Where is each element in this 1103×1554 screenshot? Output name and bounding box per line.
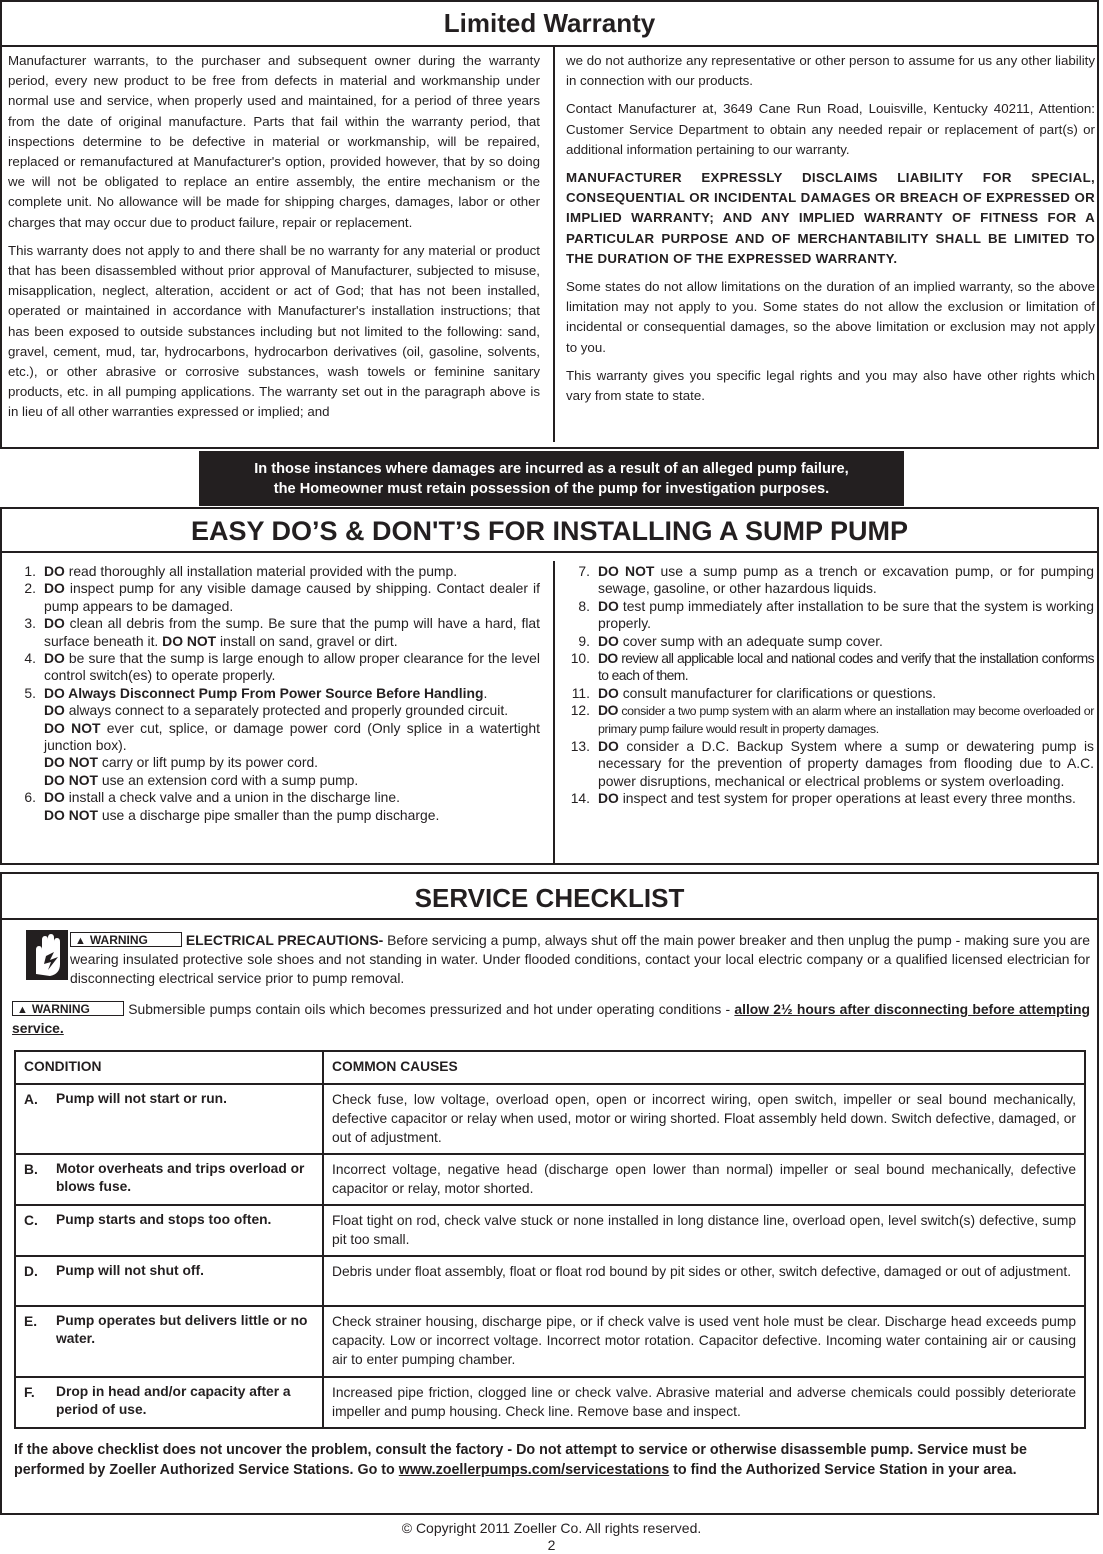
- list-item: 14. DO inspect and test system for proper operations at least every three months.: [570, 790, 1076, 807]
- warning-badge: ▲ WARNING: [12, 1001, 124, 1016]
- list-item: 9. DO cover sump with an adequate sump cover.: [578, 632, 883, 649]
- service-checklist-section: [0, 872, 1099, 1515]
- dos-right-column: [562, 563, 1094, 808]
- list-item: 2. DO inspect pump for any visible damage caused by shipping. Contact dealer if pump appears to be damaged.: [24, 580, 540, 614]
- warning-badge: ▲ WARNING: [70, 932, 182, 947]
- service-checklist-title: SERVICE CHECKLIST: [2, 874, 1097, 920]
- warranty-paragraph: we do not authorize any representative or other person to assume for us any other liability in connection with our products.: [566, 53, 1095, 89]
- table-row: E. Pump operates but delivers little or no water. Check strainer housing, discharge pipe, or if check valve is used vent hole must be clear. Discharge head exceeds pump capacity. Low or incorrect voltage. Incorrect motor rotation. Capacitor defective. Incoming water containing air or causing air to enter pumping chamber.: [15, 1306, 1085, 1377]
- disclaimer-paragraph: MANUFACTURER EXPRESSLY DISCLAIMS LIABILITY FOR SPECIAL, CONSEQUENTIAL OR INCIDENTAL DAMAGES OR BREACH OF EXPRESSED OR IMPLIED WARRANTY; AND ANY IMPLIED WARRANTY OF FITNESS FOR A PARTICULAR PURPOSE AND OF MERCHANTABILITY SHALL BE LIMITED TO THE DURATION OF THE EXPRESSED WARRANTY.: [566, 170, 1095, 266]
- page-number: 2: [547, 1537, 556, 1553]
- warranty-paragraph: Some states do not allow limitations on the duration of an implied warranty, so the above limitation may not apply to you. Some states do not allow the exclusion or limitation of incidental or consequential damages, so the above limitation or exclusion may not apply to you.: [566, 279, 1095, 355]
- pump-retention-notice: [199, 451, 904, 506]
- notice-line: the Homeowner must retain possession of the pump for investigation purposes.: [273, 481, 830, 497]
- warranty-paragraph: This warranty does not apply to and there shall be no warranty for any material or product that has been disassembled without prior approval of Manufacturer, subjected to misuse, misapplication, neglect, alteration, accident or act of God; that has not been installed, operated or maintained in accordance with Manufacturer's installation instructions; that has been exposed to outside substances including but not limited to the following: sand, gravel, cement, mud, tar, hydrocarbons, hydrocarbon derivatives (oil, gasoline, solvents, etc.), or other abrasive or corrosive substances, wash towels or feminine sanitary products, etc. in all pumping applications. The warranty set out in the paragraph above is in lieu of all other warranties expressed or implied; and: [8, 242, 540, 420]
- table-header-row: [15, 1051, 1085, 1084]
- condition-header: CONDITION: [15, 1051, 323, 1084]
- notice-line: In those instances where damages are incurred as a result of an alleged pump failure,: [254, 461, 849, 477]
- dos-left-column: [8, 563, 540, 824]
- service-stations-link[interactable]: www.zoellerpumps.com/servicestations: [398, 1462, 670, 1478]
- list-item: 12. DO consider a two pump system with an alarm where an installation may become overloaded or primary pump failure would result in property damages.: [570, 702, 1094, 736]
- electrical-precautions: ▲ WARNING ELECTRICAL PRECAUTIONS- Before servicing a pump, always shut off the main power breaker and then unplug the pump - making sure you are wearing insulated protective sole shoes and not standing in water. Under flooded conditions, contact your local electric company or a qualified licensed electrician for disconnecting electrical service prior to pump removal.: [70, 932, 1091, 986]
- list-item: 7. DO NOT use a sump pump as a trench or excavation pump, or for pumping sewage, gasoline, or other hazardous liquids.: [578, 563, 1094, 597]
- warranty-left-column: [8, 51, 540, 431]
- list-item: 6. DO install a check valve and a union in the discharge line.: [24, 789, 400, 806]
- table-row: A. Pump will not start or run. Check fuse, low voltage, overload open, open or incorrect wiring, open switch, impeller or seal bound mechanically, defective capacitor or relay when used, motor or wiring shorted. Float assembly held down. Switch defective, damaged, or out of adjustment.: [15, 1084, 1085, 1154]
- service-footer-note: If the above checklist does not uncover the problem, consult the factory - Do not attempt to service or otherwise disassemble pump. Service must be performed by Zoeller Authorized Service Stations. Go to www.zoellerpumps.com/servicestations to find the Authorized Service Station in your area.: [14, 1442, 1027, 1478]
- service-checklist-table: [14, 1050, 1086, 1429]
- table-row: F. Drop in head and/or capacity after a period of use. Increased pipe friction, clogged line or check valve. Abrasive material and adverse chemicals could possibly deteriorate impeller and pump housing. Check line. Remove base and inspect.: [15, 1377, 1085, 1428]
- warning-triangle-icon: ▲: [17, 1004, 28, 1016]
- list-subitem: DO NOT ever cut, splice, or damage power cord (Only splice in a watertight junction box).: [44, 719, 540, 754]
- list-item: 8. DO test pump immediately after installation to be sure that the system is working properly.: [578, 597, 1094, 632]
- copyright-text: © Copyright 2011 Zoeller Co. All rights reserved.: [401, 1520, 702, 1536]
- oil-pressure-warning: ▲ WARNING Submersible pumps contain oils which becomes pressurized and hot under operating conditions - allow 2½ hours after disconnecting before attempting service.: [12, 1001, 1090, 1036]
- list-item: 5. DO Always Disconnect Pump From Power Source Before Handling.: [24, 684, 488, 701]
- warranty-title: Limited Warranty: [2, 2, 1097, 47]
- column-divider: [553, 47, 555, 442]
- warning-triangle-icon: ▲: [75, 935, 86, 947]
- table-row: B. Motor overheats and trips overload or blows fuse. Incorrect voltage, negative head (discharge open lower than normal) impeller or seal bound mechanically, defective capacitor or relay, motor shorted.: [15, 1154, 1085, 1205]
- list-item: 3. DO clean all debris from the sump. Be sure that the pump will have a hard, flat surface beneath it. DO NOT install on sand, gravel or dirt.: [24, 615, 540, 649]
- column-divider: [553, 561, 555, 863]
- list-subitem: DO always connect to a separately protected and properly grounded circuit.: [44, 702, 509, 719]
- warranty-right-column: [566, 51, 1095, 414]
- warranty-section: [0, 0, 1099, 449]
- page-footer: [0, 1520, 1103, 1554]
- list-subitem: DO NOT use a discharge pipe smaller than the pump discharge.: [44, 806, 440, 823]
- list-subitem: DO NOT carry or lift pump by its power cord.: [44, 754, 319, 771]
- dos-donts-section: [0, 507, 1099, 865]
- warranty-paragraph: Contact Manufacturer at, 3649 Cane Run Road, Louisville, Kentucky 40211, Attention: Customer Service Department to obtain any needed repair or replacement of part(s) or additional information pertaining to our warranty.: [566, 101, 1095, 157]
- list-item: 13. DO consider a D.C. Backup System where a sump or dewatering pump is necessary for the prevention of property damages from flooding due to A.C. power disruptions, mechanical or electrical problems or system overloading.: [570, 738, 1094, 789]
- list-item: 1. DO read thoroughly all installation material provided with the pump.: [24, 563, 458, 579]
- warranty-paragraph: This warranty gives you specific legal rights and you may also have other rights which vary from state to state.: [566, 367, 1095, 404]
- electrical-precautions-heading: ELECTRICAL PRECAUTIONS-: [185, 932, 384, 948]
- list-subitem: DO NOT use an extension cord with a sump pump.: [44, 771, 359, 788]
- warranty-paragraph: Manufacturer warrants, to the purchaser and subsequent owner during the warranty period, every new product to be free from defects in material and workmanship under normal use and service, when properly used and maintained, for a period of three years from the date of original manufacture. Parts that fail within the warranty period, that inspections determine to be defective in material or workmanship, will be repaired, replaced or remanufactured at Manufacturer's option, provided however, that by so doing we will not be obligated to replace an entire assembly, the entire mechanism or the complete unit. No allowance will be made for shipping charges, damages, labor or other charges that may occur due to product failure, repair or replacement.: [8, 53, 540, 230]
- electrical-hazard-icon: [26, 930, 68, 980]
- list-item: 4. DO be sure that the sump is large enough to allow proper clearance for the level control switch(es) to operate properly.: [24, 650, 540, 684]
- list-item: 10. DO review all applicable local and national codes and verify that the installation conforms to each of them.: [570, 650, 1094, 684]
- table-row: C. Pump starts and stops too often. Float tight on rod, check valve stuck or none installed in long distance line, overload open, level switch(s) defective, sump pit too small.: [15, 1205, 1085, 1256]
- causes-header: COMMON CAUSES: [323, 1051, 1085, 1084]
- dos-donts-title: EASY DO’S & DON'T’S FOR INSTALLING A SUMP PUMP: [2, 509, 1097, 553]
- table-row: D. Pump will not shut off. Debris under float assembly, float or float rod bound by pit sides or other, switch defective, damaged or out of adjustment.: [15, 1256, 1085, 1306]
- list-item: 11. DO consult manufacturer for clarifications or questions.: [571, 684, 937, 701]
